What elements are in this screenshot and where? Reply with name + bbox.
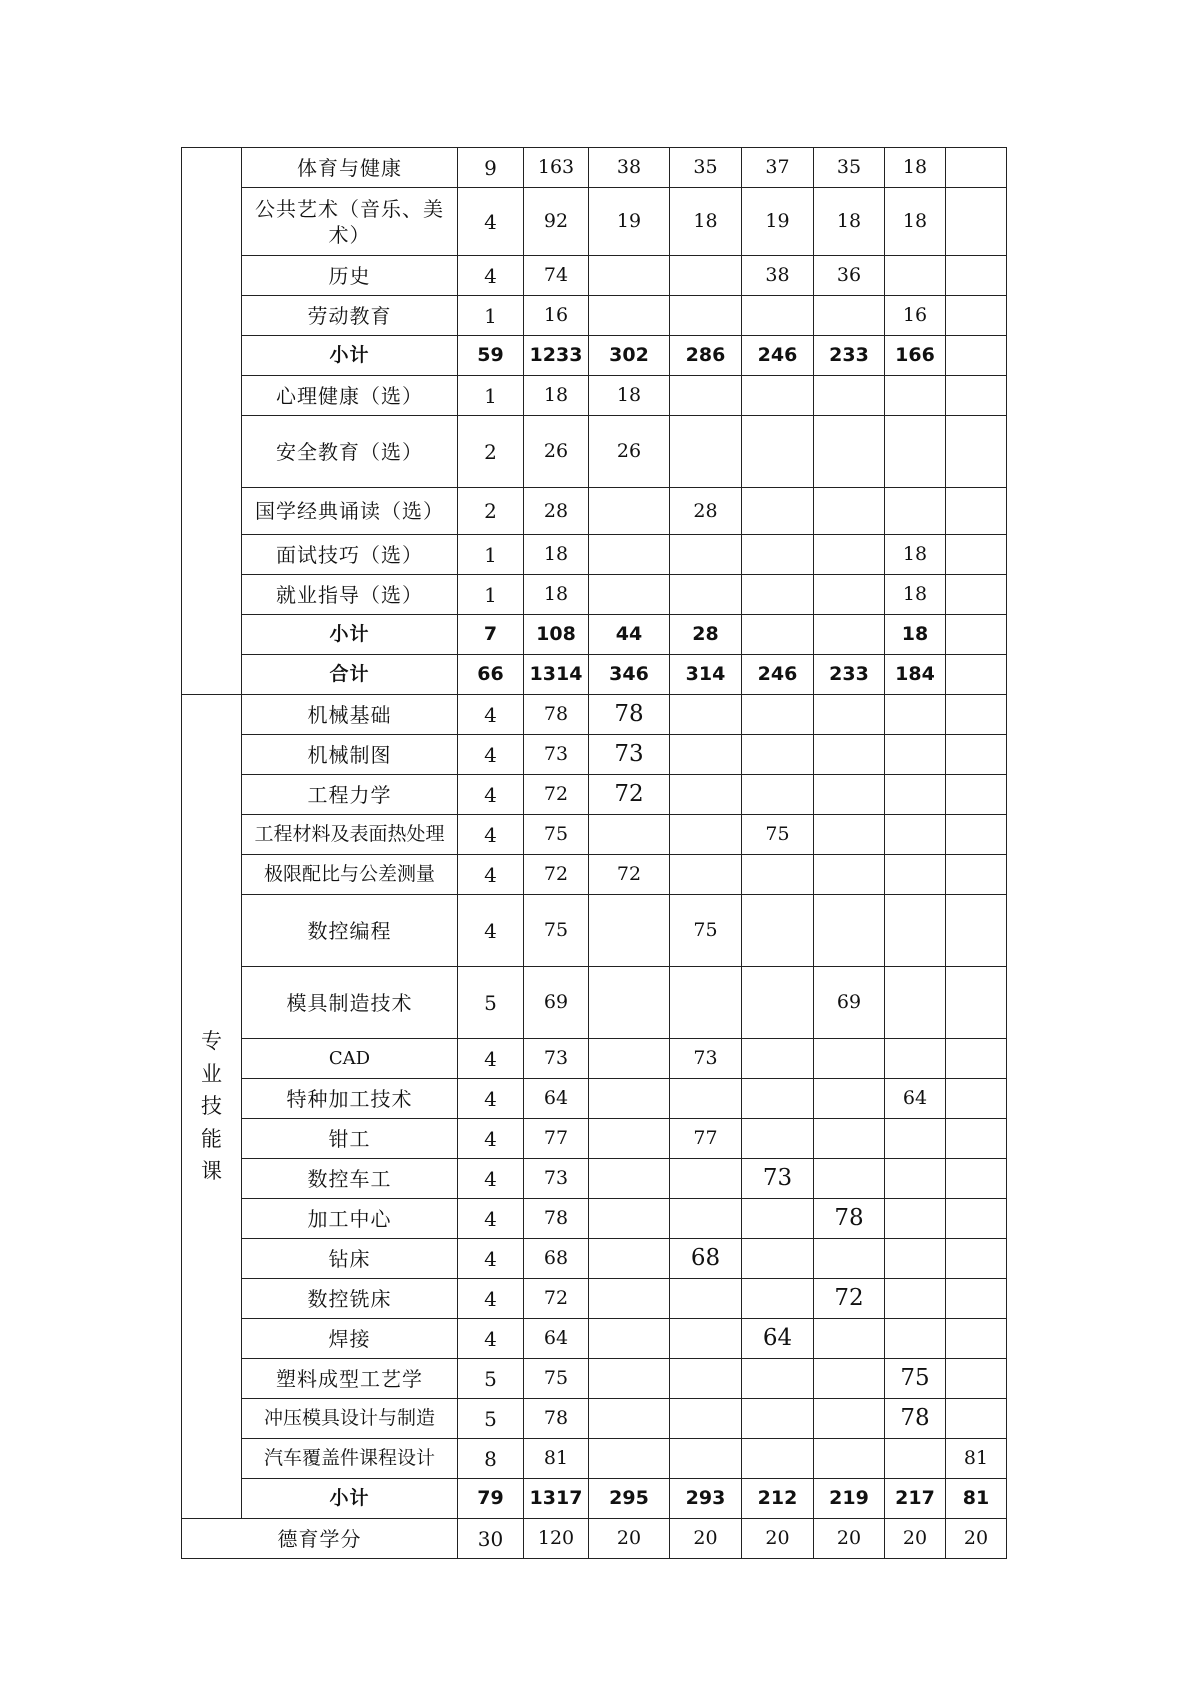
professional-category-text: 专业技能课: [201, 1029, 222, 1184]
subtotal-label: 小计: [242, 615, 458, 655]
semester-6: [946, 1199, 1007, 1239]
semester-5: [885, 1319, 946, 1359]
semester-4: [814, 535, 885, 575]
semester-4: [814, 376, 885, 416]
semester-1: [589, 1359, 670, 1399]
total-hours: 26: [524, 416, 589, 488]
credit: 4: [458, 1319, 524, 1359]
total-hours: 78: [524, 1399, 589, 1439]
semester-4: [814, 1439, 885, 1479]
semester-2: 68: [670, 1239, 742, 1279]
credit: 4: [458, 735, 524, 775]
semester-4: 20: [814, 1519, 885, 1559]
semester-2: [670, 575, 742, 615]
semester-3: [742, 416, 814, 488]
semester-5: 18: [885, 535, 946, 575]
credit: 5: [458, 967, 524, 1039]
semester-1: [589, 296, 670, 336]
course-name: CAD: [242, 1039, 458, 1079]
credit: 5: [458, 1399, 524, 1439]
semester-3: [742, 1399, 814, 1439]
semester-3: 75: [742, 815, 814, 855]
total-hours: 18: [524, 535, 589, 575]
semester-6: [946, 1119, 1007, 1159]
course-name: 劳动教育: [242, 296, 458, 336]
course-name: 工程力学: [242, 775, 458, 815]
course-name: 焊接: [242, 1319, 458, 1359]
semester-6: [946, 1399, 1007, 1439]
semester-3: [742, 967, 814, 1039]
credit: 2: [458, 416, 524, 488]
semester-5: [885, 1159, 946, 1199]
semester-1: [589, 967, 670, 1039]
semester-6: [946, 695, 1007, 735]
semester-5: 75: [885, 1359, 946, 1399]
semester-1: 20: [589, 1519, 670, 1559]
semester-3: [742, 1359, 814, 1399]
semester-2: 28: [670, 615, 742, 655]
course-name: 塑料成型工艺学: [242, 1359, 458, 1399]
semester-4: [814, 1119, 885, 1159]
credit: 7: [458, 615, 524, 655]
semester-3: 212: [742, 1479, 814, 1519]
course-name: 公共艺术（音乐、美术）: [242, 188, 458, 256]
semester-5: 184: [885, 655, 946, 695]
semester-4: 78: [814, 1199, 885, 1239]
semester-2: [670, 775, 742, 815]
semester-3: 38: [742, 256, 814, 296]
semester-3: 20: [742, 1519, 814, 1559]
semester-1: 19: [589, 188, 670, 256]
semester-3: [742, 488, 814, 535]
credit: 4: [458, 1199, 524, 1239]
semester-1: [589, 1159, 670, 1199]
semester-4: 35: [814, 148, 885, 188]
semester-3: [742, 1239, 814, 1279]
credit: 4: [458, 1119, 524, 1159]
semester-1: [589, 895, 670, 967]
course-name: 数控铣床: [242, 1279, 458, 1319]
semester-1: 72: [589, 855, 670, 895]
semester-3: [742, 575, 814, 615]
semester-6: [946, 1039, 1007, 1079]
credit: 1: [458, 296, 524, 336]
semester-1: 26: [589, 416, 670, 488]
total-hours: 73: [524, 1159, 589, 1199]
semester-4: [814, 575, 885, 615]
semester-4: 69: [814, 967, 885, 1039]
semester-1: 78: [589, 695, 670, 735]
semester-2: [670, 416, 742, 488]
semester-2: 314: [670, 655, 742, 695]
total-hours: 1317: [524, 1479, 589, 1519]
total-hours: 18: [524, 575, 589, 615]
credit: 1: [458, 575, 524, 615]
credit: 4: [458, 815, 524, 855]
semester-3: [742, 1279, 814, 1319]
total-hours: 64: [524, 1079, 589, 1119]
semester-4: 36: [814, 256, 885, 296]
semester-5: 18: [885, 615, 946, 655]
semester-1: 302: [589, 336, 670, 376]
semester-6: [946, 855, 1007, 895]
semester-2: [670, 376, 742, 416]
semester-5: [885, 488, 946, 535]
semester-1: 73: [589, 735, 670, 775]
semester-5: [885, 1039, 946, 1079]
semester-4: [814, 1399, 885, 1439]
semester-6: 81: [946, 1439, 1007, 1479]
semester-6: [946, 416, 1007, 488]
credit: 1: [458, 376, 524, 416]
semester-6: [946, 336, 1007, 376]
semester-5: [885, 695, 946, 735]
semester-2: [670, 1439, 742, 1479]
semester-2: 77: [670, 1119, 742, 1159]
semester-3: [742, 376, 814, 416]
semester-5: [885, 416, 946, 488]
semester-5: [885, 735, 946, 775]
semester-2: [670, 1279, 742, 1319]
course-name: 钻床: [242, 1239, 458, 1279]
semester-5: [885, 1199, 946, 1239]
moral-credit-label: 德育学分: [182, 1519, 458, 1559]
total-hours: 69: [524, 967, 589, 1039]
semester-2: [670, 1079, 742, 1119]
semester-6: [946, 615, 1007, 655]
semester-2: [670, 1399, 742, 1439]
total-hours: 75: [524, 815, 589, 855]
semester-1: 72: [589, 775, 670, 815]
semester-4: 233: [814, 336, 885, 376]
course-name: 数控编程: [242, 895, 458, 967]
course-name: 钳工: [242, 1119, 458, 1159]
total-hours: 108: [524, 615, 589, 655]
semester-3: [742, 535, 814, 575]
semester-6: [946, 535, 1007, 575]
total-hours: 78: [524, 695, 589, 735]
total-hours: 72: [524, 1279, 589, 1319]
credit: 4: [458, 1079, 524, 1119]
course-name: 特种加工技术: [242, 1079, 458, 1119]
semester-6: [946, 1279, 1007, 1319]
semester-5: 18: [885, 148, 946, 188]
semester-6: 20: [946, 1519, 1007, 1559]
semester-1: 44: [589, 615, 670, 655]
total-hours: 1233: [524, 336, 589, 376]
semester-2: 73: [670, 1039, 742, 1079]
credit: 4: [458, 256, 524, 296]
semester-6: [946, 148, 1007, 188]
semester-4: [814, 1039, 885, 1079]
semester-6: [946, 815, 1007, 855]
course-name: 安全教育（选）: [242, 416, 458, 488]
total-hours: 77: [524, 1119, 589, 1159]
total-hours: 92: [524, 188, 589, 256]
semester-3: 246: [742, 336, 814, 376]
semester-6: [946, 256, 1007, 296]
semester-6: [946, 895, 1007, 967]
course-name: 冲压模具设计与制造: [242, 1399, 458, 1439]
semester-1: 295: [589, 1479, 670, 1519]
total-hours: 73: [524, 735, 589, 775]
semester-6: [946, 488, 1007, 535]
semester-3: [742, 1199, 814, 1239]
course-name: 极限配比与公差测量: [242, 855, 458, 895]
total-hours: 1314: [524, 655, 589, 695]
course-name: 国学经典诵读（选）: [242, 488, 458, 535]
semester-5: 217: [885, 1479, 946, 1519]
semester-1: [589, 488, 670, 535]
semester-1: [589, 1399, 670, 1439]
semester-5: 64: [885, 1079, 946, 1119]
semester-2: [670, 535, 742, 575]
semester-2: 35: [670, 148, 742, 188]
course-name: 数控车工: [242, 1159, 458, 1199]
semester-6: [946, 1159, 1007, 1199]
semester-4: [814, 1159, 885, 1199]
credit: 9: [458, 148, 524, 188]
total-hours: 120: [524, 1519, 589, 1559]
semester-4: 219: [814, 1479, 885, 1519]
semester-4: [814, 615, 885, 655]
semester-5: [885, 815, 946, 855]
subtotal-label: 小计: [242, 336, 458, 376]
semester-5: [885, 855, 946, 895]
semester-4: [814, 416, 885, 488]
course-name: 模具制造技术: [242, 967, 458, 1039]
semester-5: 78: [885, 1399, 946, 1439]
semester-4: [814, 695, 885, 735]
course-name: 就业指导（选）: [242, 575, 458, 615]
semester-3: [742, 615, 814, 655]
total-hours: 75: [524, 1359, 589, 1399]
public-category-cell: [182, 148, 242, 695]
semester-6: [946, 967, 1007, 1039]
semester-6: 81: [946, 1479, 1007, 1519]
course-name: 机械制图: [242, 735, 458, 775]
semester-3: 246: [742, 655, 814, 695]
semester-3: [742, 1039, 814, 1079]
semester-4: [814, 735, 885, 775]
semester-5: 16: [885, 296, 946, 336]
curriculum-table: [181, 147, 1007, 1559]
credit: 30: [458, 1519, 524, 1559]
semester-5: [885, 256, 946, 296]
semester-5: [885, 895, 946, 967]
semester-3: [742, 735, 814, 775]
semester-1: 38: [589, 148, 670, 188]
total-hours: 16: [524, 296, 589, 336]
semester-5: [885, 1439, 946, 1479]
credit: 8: [458, 1439, 524, 1479]
semester-5: 20: [885, 1519, 946, 1559]
semester-4: [814, 1319, 885, 1359]
semester-5: [885, 376, 946, 416]
total-hours: 73: [524, 1039, 589, 1079]
semester-6: [946, 1079, 1007, 1119]
semester-3: 37: [742, 148, 814, 188]
semester-4: 18: [814, 188, 885, 256]
semester-3: [742, 296, 814, 336]
professional-category-label: [182, 695, 242, 1519]
total-hours: 64: [524, 1319, 589, 1359]
semester-6: [946, 1359, 1007, 1399]
credit: 4: [458, 1159, 524, 1199]
semester-4: [814, 488, 885, 535]
credit: 4: [458, 188, 524, 256]
course-name: 心理健康（选）: [242, 376, 458, 416]
semester-4: [814, 296, 885, 336]
semester-5: [885, 775, 946, 815]
semester-5: 18: [885, 188, 946, 256]
semester-4: [814, 775, 885, 815]
total-hours: 75: [524, 895, 589, 967]
total-hours: 18: [524, 376, 589, 416]
semester-2: 75: [670, 895, 742, 967]
credit: 59: [458, 336, 524, 376]
semester-3: 73: [742, 1159, 814, 1199]
semester-1: [589, 1079, 670, 1119]
semester-4: 233: [814, 655, 885, 695]
semester-3: [742, 895, 814, 967]
semester-5: [885, 1119, 946, 1159]
semester-6: [946, 775, 1007, 815]
semester-6: [946, 655, 1007, 695]
semester-1: [589, 1439, 670, 1479]
semester-5: 18: [885, 575, 946, 615]
credit: 4: [458, 1039, 524, 1079]
credit: 79: [458, 1479, 524, 1519]
credit: 4: [458, 855, 524, 895]
total-hours: 28: [524, 488, 589, 535]
semester-1: [589, 1239, 670, 1279]
course-name: 工程材料及表面热处理: [242, 815, 458, 855]
semester-4: [814, 815, 885, 855]
semester-1: [589, 1119, 670, 1159]
semester-3: [742, 775, 814, 815]
total-hours: 72: [524, 775, 589, 815]
subtotal-label: 小计: [242, 1479, 458, 1519]
semester-1: [589, 1279, 670, 1319]
semester-5: [885, 1239, 946, 1279]
course-name: 机械基础: [242, 695, 458, 735]
semester-1: 346: [589, 655, 670, 695]
semester-4: [814, 1079, 885, 1119]
semester-2: [670, 855, 742, 895]
semester-2: [670, 256, 742, 296]
semester-2: [670, 735, 742, 775]
credit: 5: [458, 1359, 524, 1399]
semester-2: [670, 967, 742, 1039]
semester-3: [742, 1079, 814, 1119]
credit: 4: [458, 775, 524, 815]
credit: 1: [458, 535, 524, 575]
semester-4: [814, 895, 885, 967]
semester-2: 20: [670, 1519, 742, 1559]
total-hours: 74: [524, 256, 589, 296]
semester-1: [589, 1319, 670, 1359]
semester-4: [814, 1239, 885, 1279]
semester-1: [589, 256, 670, 296]
semester-5: [885, 1279, 946, 1319]
semester-5: 166: [885, 336, 946, 376]
semester-6: [946, 1239, 1007, 1279]
credit: 2: [458, 488, 524, 535]
semester-3: [742, 695, 814, 735]
semester-2: 28: [670, 488, 742, 535]
total-hours: 81: [524, 1439, 589, 1479]
course-name: 汽车覆盖件课程设计: [242, 1439, 458, 1479]
semester-4: [814, 855, 885, 895]
semester-3: [742, 1439, 814, 1479]
total-hours: 68: [524, 1239, 589, 1279]
course-name: 加工中心: [242, 1199, 458, 1239]
semester-1: [589, 815, 670, 855]
credit: 4: [458, 895, 524, 967]
credit: 66: [458, 655, 524, 695]
semester-1: [589, 1039, 670, 1079]
semester-2: [670, 296, 742, 336]
semester-2: [670, 695, 742, 735]
semester-2: 18: [670, 188, 742, 256]
semester-1: 18: [589, 376, 670, 416]
semester-6: [946, 1319, 1007, 1359]
semester-5: [885, 967, 946, 1039]
semester-3: 64: [742, 1319, 814, 1359]
semester-4: 72: [814, 1279, 885, 1319]
semester-2: [670, 1359, 742, 1399]
semester-2: [670, 1199, 742, 1239]
total-label: 合计: [242, 655, 458, 695]
credit: 4: [458, 1239, 524, 1279]
semester-2: [670, 815, 742, 855]
semester-2: [670, 1319, 742, 1359]
semester-2: 293: [670, 1479, 742, 1519]
credit: 4: [458, 695, 524, 735]
total-hours: 72: [524, 855, 589, 895]
semester-3: [742, 855, 814, 895]
semester-1: [589, 575, 670, 615]
semester-3: 19: [742, 188, 814, 256]
course-name: 体育与健康: [242, 148, 458, 188]
course-name: 历史: [242, 256, 458, 296]
semester-2: [670, 1159, 742, 1199]
semester-6: [946, 575, 1007, 615]
semester-6: [946, 296, 1007, 336]
total-hours: 163: [524, 148, 589, 188]
semester-6: [946, 735, 1007, 775]
semester-4: [814, 1359, 885, 1399]
semester-1: [589, 535, 670, 575]
semester-2: 286: [670, 336, 742, 376]
total-hours: 78: [524, 1199, 589, 1239]
semester-1: [589, 1199, 670, 1239]
semester-6: [946, 188, 1007, 256]
semester-6: [946, 376, 1007, 416]
semester-3: [742, 1119, 814, 1159]
credit: 4: [458, 1279, 524, 1319]
course-name: 面试技巧（选）: [242, 535, 458, 575]
